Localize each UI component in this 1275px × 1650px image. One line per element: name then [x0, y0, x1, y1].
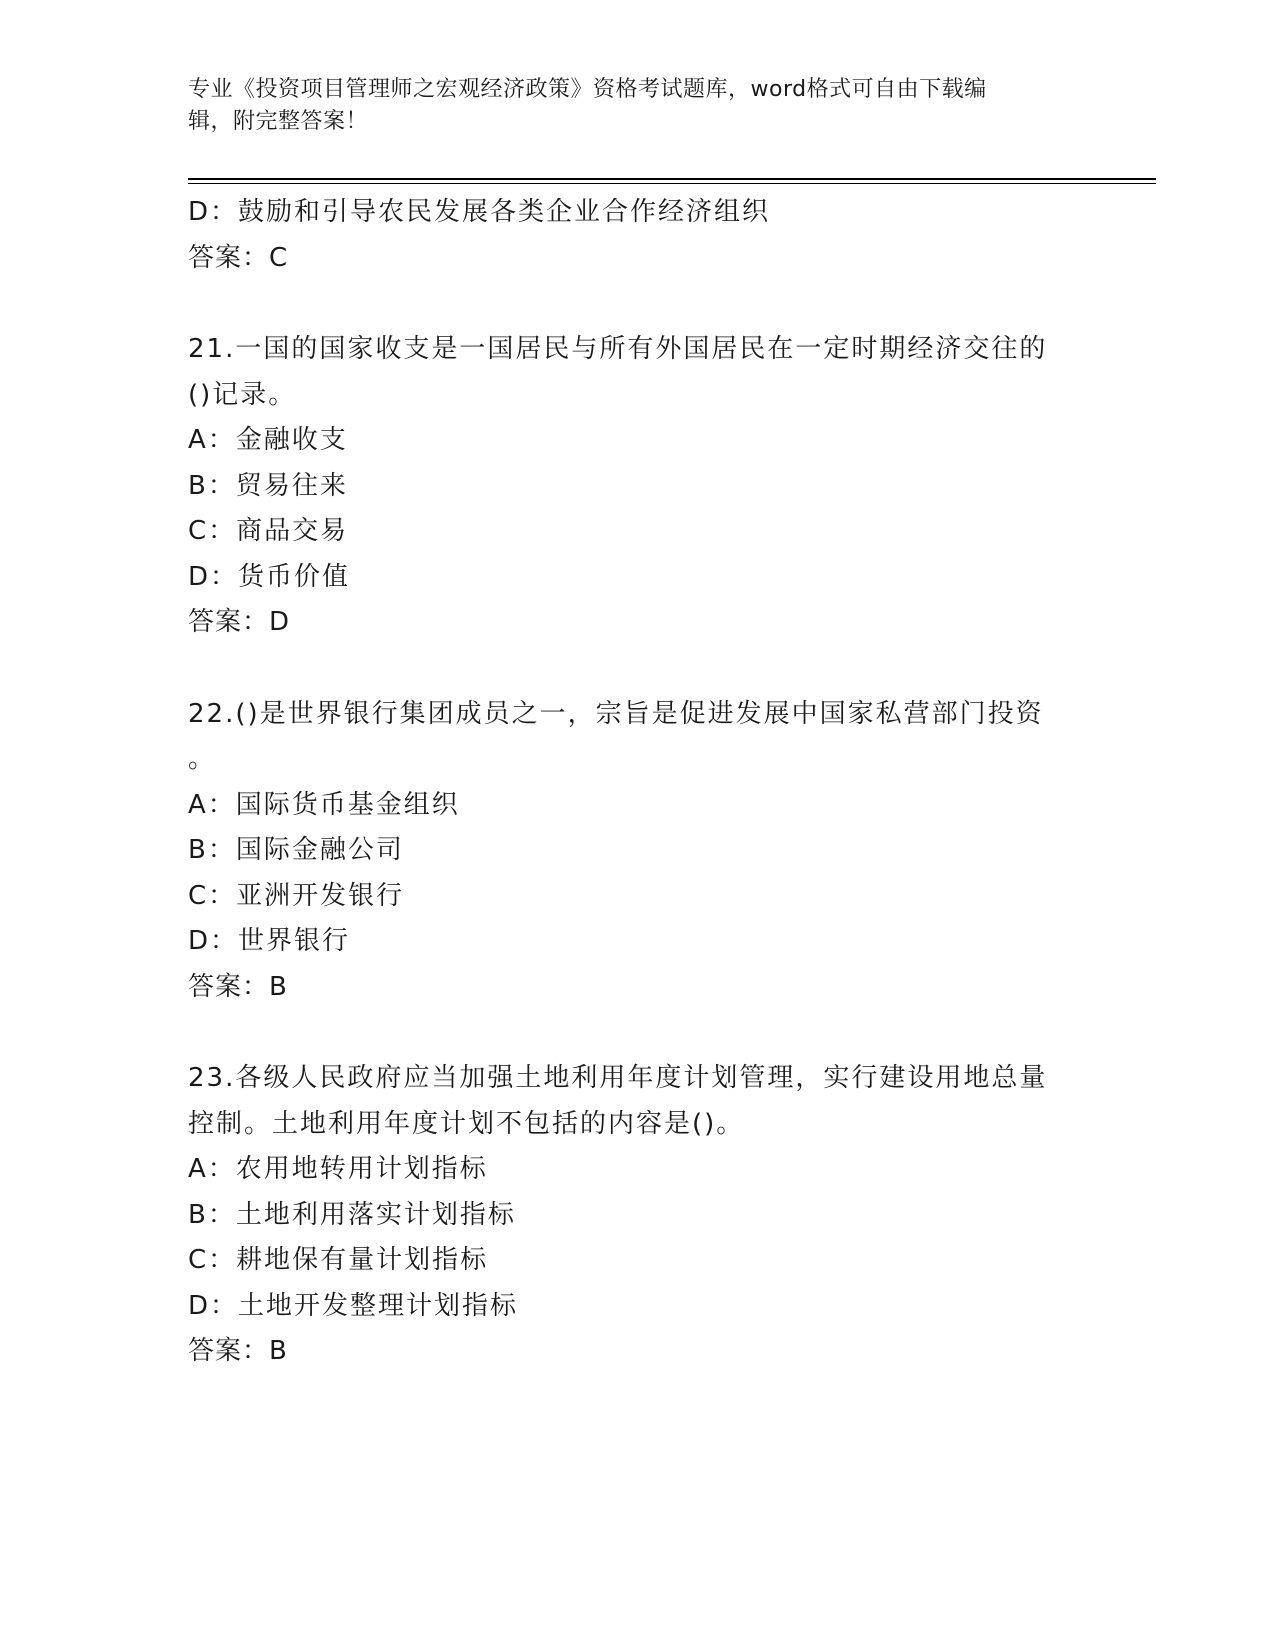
document-header [188, 74, 1068, 138]
question-21 [188, 327, 1088, 646]
question-21-text-line-2: ()记录。 [188, 379, 297, 410]
question-22-text-line-1: 22.()是世界银行集团成员之一，宗旨是促进发展中国家私营部门投资 [188, 698, 1044, 729]
spacer [188, 646, 1088, 692]
header-line-2: 辑，附完整答案！ [188, 109, 369, 134]
header-divider-thin [188, 183, 1156, 184]
question-21-option-a: A：金融收支 [188, 425, 348, 455]
question-22-text-line-2: 。 [188, 744, 217, 774]
spacer [188, 281, 1088, 327]
question-23-option-b: B：土地利用落实计划指标 [188, 1199, 516, 1230]
question-22-answer: 答案：B [188, 971, 288, 1002]
question-23-option-a: A：农用地转用计划指标 [188, 1154, 488, 1184]
question-21-option-d: D：货币价值 [188, 561, 351, 592]
question-22-option-a: A：国际货币基金组织 [188, 789, 460, 820]
question-22 [188, 692, 1088, 1011]
question-21-text-line-1: 21.一国的国家收支是一国居民与所有外国居民在一定时期经济交往的 [188, 334, 1048, 364]
spacer [188, 1010, 1088, 1056]
question-21-option-c: C：商品交易 [188, 516, 349, 546]
question-23-answer: 答案：B [188, 1336, 288, 1366]
question-21-option-b: B：贸易往来 [188, 470, 348, 501]
question-21-answer: 答案：D [188, 607, 291, 637]
question-23 [188, 1056, 1088, 1375]
question-23-text-line-1: 23.各级人民政府应当加强土地利用年度计划管理，实行建设用地总量 [188, 1063, 1048, 1093]
header-divider-thick [188, 178, 1156, 180]
prev-answer: 答案：C [188, 242, 289, 273]
header-line-1: 专业《投资项目管理师之宏观经济政策》资格考试题库，word格式可自由下载编 [188, 77, 987, 102]
prev-option-d: D：鼓励和引导农民发展各类企业合作经济组织 [188, 197, 771, 227]
question-23-option-d: D：土地开发整理计划指标 [188, 1290, 519, 1321]
question-23-text-line-2: 控制。土地利用年度计划不包括的内容是()。 [188, 1108, 745, 1139]
question-22-option-c: C：亚洲开发银行 [188, 880, 405, 911]
question-22-option-b: B：国际金融公司 [188, 835, 404, 865]
question-22-option-d: D：世界银行 [188, 926, 351, 956]
question-content [188, 190, 1088, 1375]
question-23-option-c: C：耕地保有量计划指标 [188, 1245, 489, 1275]
